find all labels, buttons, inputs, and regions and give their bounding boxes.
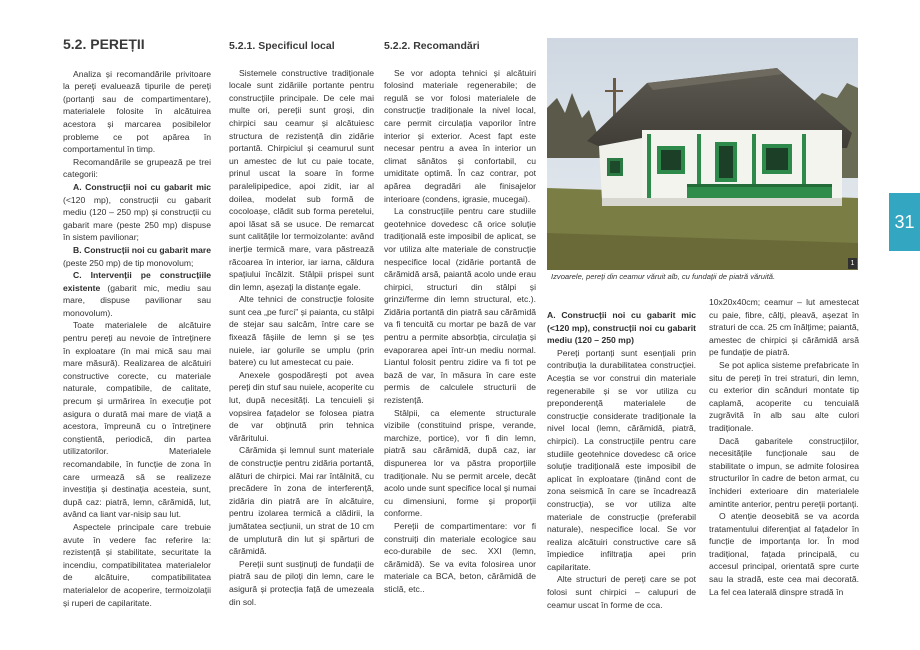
column-2	[229, 40, 374, 608]
paragraph: Stâlpii, ca elemente structurale vizibile (constituind prispe, verande, marchize, portice), vor fi din lemn, piatră sau cărămidă, după caz, iar dispunerea lor va păstra proporțiile tradiționale. Nu se permit arcele, decât acolo unde sunt specifice local și numai cu dimensiuni, forme și proporții conforme.	[384, 407, 536, 519]
paragraph: Se pot aplica sisteme prefabricate în situ de pereți în trei straturi, din lemn, cu exterior din scânduri montate tip caplamă, acoperite cu tencuială zugrăvită în alb sau alte culori tradiționale.	[709, 359, 859, 433]
paragraph: Analiza și recomandările privitoare la pereți evaluează tipurile de pereți (portanți sau de compartimentare), materialele folosite în alcătuirea acestora și marcarea posibilelor probleme ce pot apărea în comportamentul în timp.	[63, 68, 211, 155]
house-photo	[547, 38, 858, 270]
paragraph: Pereții sunt susținuți de fundații de piatră sau de piloți din lemn, care le asigură și protecția față de umezeala din sol.	[229, 558, 374, 607]
paragraph: Dacă gabaritele construcțiilor, necesitățile funcționale sau de stabilitate o impun, se admite folosirea structurilor în cadre de beton armat, cu închideri exterioare din materialele amintite anterior, pentru pereții portanți.	[709, 435, 859, 509]
paragraph: Toate materialele de alcătuire pentru pereți au nevoie de întreținere în exploatare (în mai mică sau mai mare măsură). Realizarea de alcătuiri constructive corecte, cu materiale naturale, compatibile, de calitate, precum și urmărirea în execuție pot asigura o durată mai mare de viață a acestora, împreună cu o întreținere conștientă, periodică, din partea utilizatorilor. Materialele recomandabile, în funcție de zona în care urmează să se realizeze investiția și destinația acesteia, sunt, după caz: piatră, lemn, cărămidă, lut, având ca liant var-nisip sau lut.	[63, 320, 211, 520]
paragraph: La construcțiile pentru care studiile geotehnice dovedesc că orice soluție tradițională este imposibil de aplicat, se vor utiliza alte materiale de construcție nespecifice local (zidărie portantă de cărămidă arsă, paiantă acolo unde erau chirpici, structuri din stâlpi și grinzi/ferme din lemn structural, etc.). Zidăria portantă din piatră sau cărămidă va fi tencuită cu mortar pe bază de var pentru a permite absorbția, circulația și evaporarea apei într-un mediu normal. Liantul folosit pentru zidire va fi tot pe bază de var, în măsura în care este permis de calculele structurii de rezistență.	[384, 206, 536, 406]
paragraph: Se vor adopta tehnici și alcătuiri folosind materiale regenerabile; de regulă se vor folosi materialele de construcție tradiționale la nivel local, care permit circulația vaporilor între interior și exterior. Acest fapt este necesar pentru a avea în interior un climat sănătos și confortabil, cu umiditate optimă. În caz contrar, pot apărea degradări ale finisajelor interioare (condens, igrasie, mucegai).	[384, 67, 536, 204]
subsection-title: 5.2.2. Recomandări	[384, 40, 480, 52]
paragraph: Pereții de compartimentare: vor fi construiți din materiale ecologice sau eco-durabile de sec. XXI (lemn, cărămidă). Se va evita folosirea unor materiale ca BCA, beton, cărămidă de sticlă, etc..	[384, 520, 536, 594]
subsection-title: 5.2.1. Specificul local	[229, 40, 335, 52]
column-1	[63, 38, 211, 609]
column-4	[547, 309, 696, 611]
section-title: 5.2. PEREȚII	[63, 36, 145, 52]
paragraph: Alte structuri de pereți care se pot folosi sunt chirpici – calupuri de ceamur uscat în forme de cca.	[547, 574, 696, 610]
paragraph: Sistemele constructive tradiționale locale sunt zidăriile portante pentru construcțiile principale. De cele mai multe ori, pereții sunt groși, din chirpici sau ceamur și alcătuiesc structura de rezistență din zidărie portantă. Chirpiciul și ceamurul sunt un amestec de lut cu paie tocate, prinul uscat la soare în forme paralelipipedice, apoi zidit, iar al doilea, modelat sub formă de cocoloașe, clădit sub forma peretelui, apoi lăsat să se usuce. De remarcat sunt calitățile lor termoizolante: având inerție termică mare, vara păstrează răcoarea în interior, iar iarna, căldura spațiului încălzit. Stâlpii prispei sunt din lemn, așezați la distanțe egale.	[229, 67, 374, 292]
page-number-tab: 31	[889, 193, 920, 251]
list-item-text: (peste 250 mp) de tip monovolum;	[63, 257, 194, 268]
list-item	[63, 181, 211, 244]
list-item	[63, 244, 211, 269]
paragraph: Recomandările se grupează pe trei categorii:	[63, 156, 211, 180]
photo-number-badge: 1	[848, 258, 857, 269]
house-illustration	[547, 38, 858, 270]
list-item-text: (gabarit mic, mediu sau mare, dispuse pavilionar sau monovolum).	[63, 282, 211, 318]
list-item-text: (<120 mp), construcții cu gabarit mediu (120 – 250 mp) și construcții cu gabarit mare (peste 250 mp) dispuse în sistem pavilionar;	[63, 194, 211, 243]
paragraph: Aspectele principale care trebuie avute în vedere fac referire la: rezistență și stabilitate, securitate la incendiu, compatibilitatea materialelor de alcătuire, compatibilitatea materialelor de acoperire, termoizolații și ruperi de capilaritate.	[63, 521, 211, 608]
column-3	[384, 40, 536, 596]
paragraph: Anexele gospodărești pot avea pereți din stuf sau nuiele, acoperite cu lut, după necesități. La tencuieli și vopsirea fațadelor se folosea piatra de var obținută prin tehnica vărăritului.	[229, 369, 374, 443]
photo-caption: Izvoarele, pereți din ceamur văruit alb, cu fundații de piatră văruită.	[551, 272, 776, 281]
list-item-bold: A. Construcții noi cu gabarit mic	[73, 181, 211, 192]
paragraph: Cărămida și lemnul sunt materiale de construcție pentru zidăria portantă, alături de chirpici. Mai rar întâlnită, cu precădere în zona de interferență, zidăria din piatră are în alcătuire, pentru izolarea termică a clădirii, la jumătatea secțiunii, un strat de 10 cm de umplutură din lut și spărturi de cărămidă.	[229, 445, 374, 557]
paragraph: Pereți portanți sunt esențiali prin contribuția la durabilitatea construcției. Aceștia se vor construi din materiale regenerabile și se vor utiliza cu preponderență materialele de construcție considerate tradiționale la nivel local (lemn, cărămidă, piatră, chirpici). La construcțiile pentru care studiile geotehnice dovedesc că orice soluție tradițională este imposibil de aplicat în exploatare (ținând cont de zona seismică în care se încadrează construcția), se vor utiliza alte materiale de construcție (preferabil naturale), nespecifice local. Se vor realiza alcătuiri constructive care să împiedice infiltrația apei prin capilaritate.	[547, 347, 696, 572]
column-5	[709, 296, 859, 598]
paragraph: Alte tehnici de construcție folosite sunt cea „pe furci” și paianta, cu stâlpi de stejar sau salcâm, între care se fixează fâșiile de lemn și se țes nuiele, iar golurile se umplu (prin batere) cu lut amestecat cu paie.	[229, 294, 374, 368]
paragraph: O atenție deosebită se va acorda tratamentului diferențiat al fațadelor în funcție de importanța lor. În mod tradițional, fațada principală, cu accesul principal, orientată spre curte sau la stradă, este cea mai decorată. La fel cea laterală dinspre stradă în	[709, 511, 859, 597]
list-item-bold: B. Construcții noi cu gabarit mare	[73, 244, 211, 255]
paragraph: 10x20x40cm; ceamur – lut amestecat cu paie, fibre, câlți, pleavă, așezat în straturi de cca. 25 cm înălțime; paiantă, amestec de chirpici și cărămidă arsă pe fundație de piatră.	[709, 297, 859, 358]
list-item	[63, 269, 211, 319]
subheading	[547, 309, 696, 347]
subheading-bold: A. Construcții noi cu gabarit mic (<120 mp), construcții noi cu gabarit mediu (120 – 250 mp)	[547, 310, 696, 346]
list-item-bold: C. Intervenții pe construcțiile existente	[63, 270, 211, 293]
